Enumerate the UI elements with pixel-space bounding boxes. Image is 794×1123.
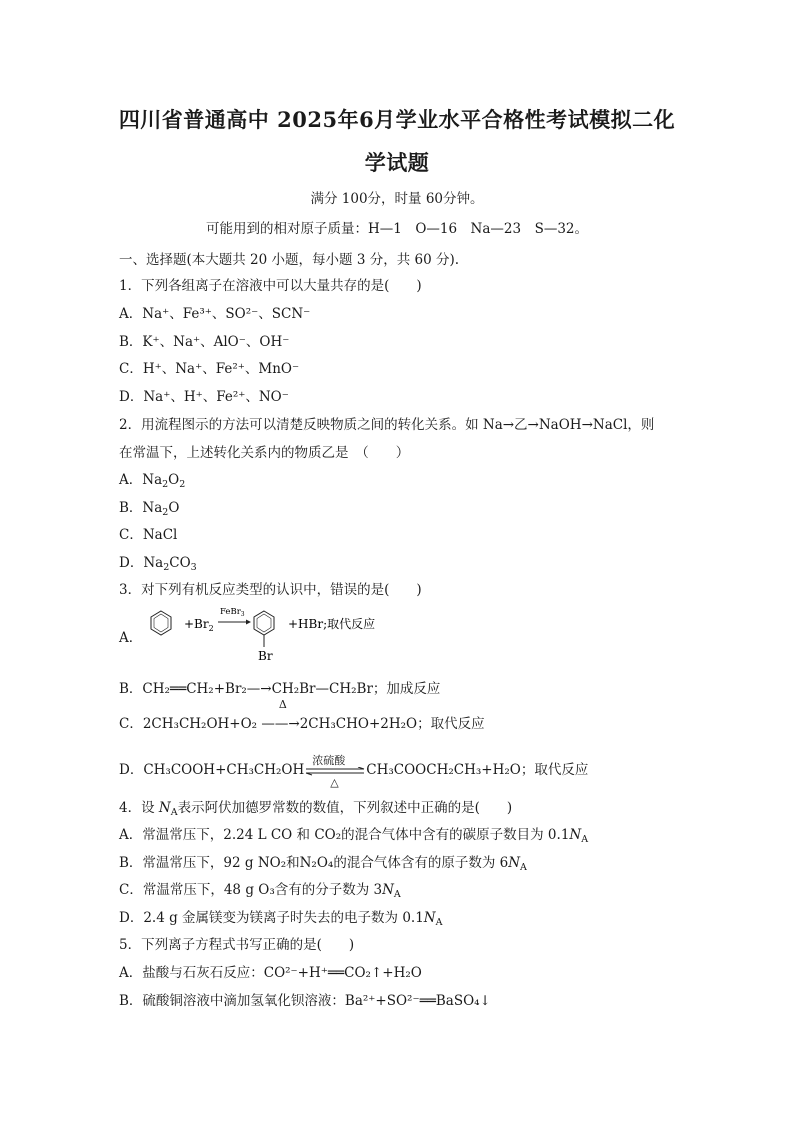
reagent-text: $+Br_2$	[184, 617, 214, 633]
option-text: 常温常压下，2.24 L CO 和 CO₂的混合气体中含有的碳原子数目为 0.1	[142, 827, 570, 843]
option-text: CH₂══CH₂+Br₂—→CH₂Br—CH₂Br；加成反应	[142, 681, 441, 697]
option-text: 盐酸与石灰石反应：CO²⁻+H⁺══CO₂↑+H₂O	[142, 965, 422, 981]
question-2-stem-line1: 2．用流程图示的方法可以清楚反映物质之间的转化关系。如 Na→乙→NaOH→NaCl，则	[119, 417, 655, 433]
avogadro-subscript: A	[520, 862, 527, 873]
option-label: C．	[119, 361, 143, 377]
option-label: A．	[119, 306, 143, 322]
avogadro-symbol: N	[569, 827, 582, 843]
question-1-option-a	[119, 302, 310, 322]
option-text: H⁺、Na⁺、Fe²⁺、MnO⁻	[142, 361, 300, 377]
option-label: B．	[119, 993, 143, 1009]
heat-condition: Δ	[278, 698, 287, 711]
formula-part: O	[168, 500, 180, 516]
stem-text: 4．设	[119, 800, 159, 816]
formula-subscript: 2	[163, 562, 170, 573]
option-label: C．	[119, 716, 143, 732]
stem-text: 表示阿伏加德罗常数的数值，下列叙述中正确的是( )	[177, 800, 513, 816]
condition-top: 浓硫酸	[312, 753, 346, 767]
option-label: A．	[119, 965, 143, 981]
formula-part: O	[168, 472, 180, 488]
formula-part: Na	[143, 555, 164, 571]
reaction-arrowhead	[246, 620, 251, 625]
option-label: D．	[119, 389, 144, 405]
question-5-option-a	[119, 961, 422, 981]
bromobenzene-ring-icon	[254, 611, 274, 647]
question-1-option-b	[119, 330, 289, 350]
question-4-option-d	[119, 906, 442, 926]
avogadro-symbol: N	[382, 882, 394, 898]
option-label: B．	[119, 334, 143, 350]
option-label: A．	[119, 472, 143, 488]
question-4-option-a	[119, 823, 588, 843]
question-3-stem: 3．对下列有机反应类型的认识中，错误的是( )	[119, 582, 422, 598]
equation-left: 2CH₃CH₂OH+O₂ —	[142, 716, 275, 732]
question-2-option-c	[119, 523, 177, 543]
substituent-text: Br	[258, 649, 273, 663]
avogadro-subscript: A	[170, 807, 178, 818]
avogadro-symbol: N	[508, 855, 521, 871]
avogadro-subscript: A	[435, 917, 443, 928]
question-5-stem: 5．下列离子方程式书写正确的是( )	[119, 937, 355, 953]
option-label: C．	[119, 882, 143, 898]
option-label: D．	[119, 910, 144, 926]
equation-right-wrap	[274, 698, 485, 732]
option-label: B．	[119, 500, 143, 516]
option-text: K⁺、Na⁺、AlO⁻、OH⁻	[142, 334, 290, 350]
question-5-option-b	[119, 989, 491, 1009]
question-1-option-c	[119, 357, 299, 377]
avogadro-subscript: A	[393, 889, 401, 900]
question-3-option-d	[119, 753, 589, 789]
question-3-option-a-equation	[140, 604, 390, 666]
option-label: C．	[119, 527, 143, 543]
question-4-option-c	[119, 878, 401, 898]
option-text: 常温常压下，92 g NO₂和N₂O₄的混合气体含有的原子数为 6	[142, 855, 509, 871]
question-3-option-c	[119, 698, 485, 732]
catalyst-text: FeBr$_3$	[220, 607, 245, 618]
avogadro-subscript: A	[581, 834, 589, 845]
formula-subscript: 2	[179, 479, 186, 490]
formula-part: Na	[142, 500, 163, 516]
option-text: Na⁺、H⁺、Fe²⁺、NO⁻	[143, 389, 289, 405]
atomic-masses-info: 可能用到的相对原子质量：H—1 O—16 Na—23 S—32。	[205, 221, 589, 237]
avogadro-symbol: N	[423, 910, 436, 926]
question-3-option-a-label: A．	[119, 630, 143, 646]
option-label: D．	[119, 762, 144, 778]
exam-title-line1: 四川省普通高中 2025年6月学业水平合格性考试模拟二化	[118, 107, 676, 132]
question-2-option-b	[119, 496, 179, 516]
question-4-option-b	[119, 851, 527, 871]
question-2-option-d	[119, 551, 197, 571]
option-text: 常温常压下，48 g O₃含有的分子数为 3	[142, 882, 383, 898]
question-1-option-d	[119, 385, 289, 405]
option-text: Na⁺、Fe³⁺、SO²⁻、SCN⁻	[142, 306, 311, 322]
section-heading: 一、选择题(本大题共 20 小题，每小题 3 分，共 60 分).	[119, 252, 460, 268]
equation-right: —→2CH₃CHO+2H₂O；取代反应	[274, 716, 485, 732]
condition-bottom: △	[330, 775, 339, 789]
option-text: 硫酸铜溶液中滴加氢氧化钡溶液：Ba²⁺+SO²⁻══BaSO₄↓	[142, 993, 491, 1009]
formula-subscript: 3	[190, 562, 197, 573]
option-text: 2.4 g 金属镁变为镁离子时失去的电子数为 0.1	[143, 910, 424, 926]
formula-part: CO	[169, 555, 191, 571]
score-time-info: 满分 100分，时量 60分钟。	[310, 191, 484, 207]
equation-left: CH₃COOH+CH₃CH₂OH	[143, 762, 305, 778]
question-2-option-a	[119, 468, 185, 488]
equation-right: CH₃COOCH₂CH₃+H₂O；取代反应	[366, 762, 589, 778]
option-text: NaCl	[142, 527, 178, 543]
product-text: +HBr;取代反应	[288, 617, 376, 631]
benzene-ring-icon	[151, 611, 171, 635]
option-label: A．	[119, 827, 143, 843]
option-label: B．	[119, 681, 143, 697]
reversible-arrow	[304, 753, 366, 789]
avogadro-symbol: N	[158, 800, 171, 816]
formula-subscript: 2	[162, 479, 169, 490]
formula-subscript: 2	[162, 507, 169, 518]
formula-part: Na	[142, 472, 163, 488]
question-4-stem	[119, 796, 512, 816]
exam-title-line2: 学试题	[364, 150, 430, 175]
reversible-arrow-icon	[304, 767, 366, 776]
question-3-option-b	[119, 677, 440, 697]
option-label: D．	[119, 555, 144, 571]
option-label: B．	[119, 855, 143, 871]
question-2-stem-line2: 在常温下，上述转化关系内的物质乙是 （ ）	[119, 445, 410, 461]
question-1-stem: 1．下列各组离子在溶液中可以大量共存的是( )	[119, 278, 422, 294]
